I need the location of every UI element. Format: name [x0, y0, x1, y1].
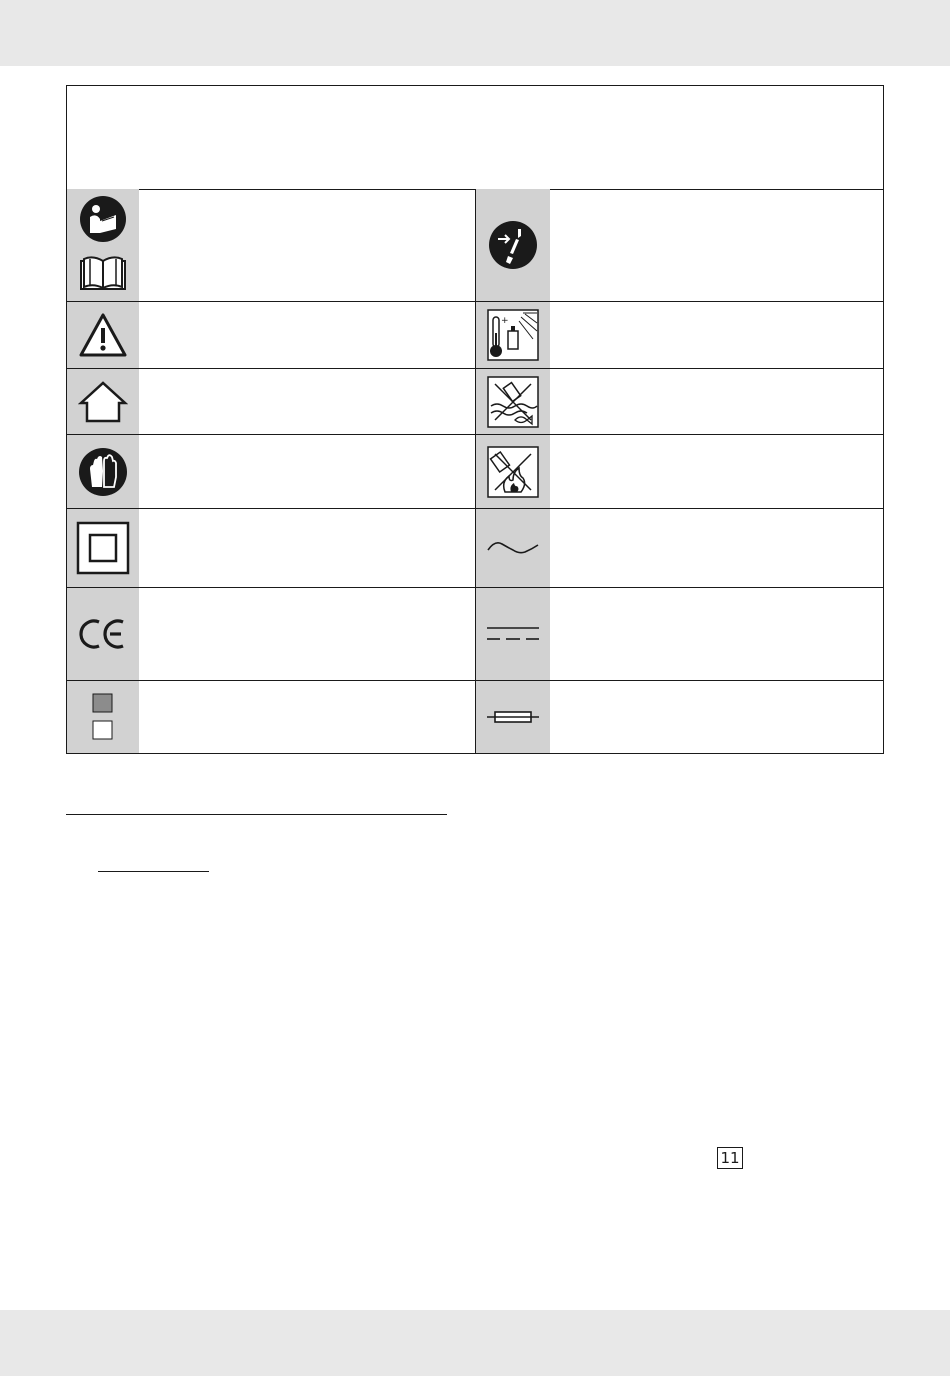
text-cell	[139, 302, 475, 368]
icon-cell	[475, 435, 550, 508]
symbol-legend-table	[66, 85, 884, 754]
text-cell	[550, 369, 883, 434]
text-cell	[550, 681, 883, 753]
svg-text:+: +	[501, 316, 509, 326]
icon-cell	[67, 435, 139, 508]
text-cell	[139, 509, 475, 587]
fuse-icon	[485, 709, 541, 725]
indoor-use-house-icon	[78, 380, 128, 424]
icon-cell	[67, 681, 139, 753]
icon-cell	[475, 369, 550, 434]
table-row	[67, 588, 883, 681]
icon-cell	[475, 189, 550, 301]
protection-class-ii-icon	[76, 521, 130, 575]
text-cell	[139, 681, 475, 753]
icon-cell	[67, 588, 139, 680]
icon-cell	[67, 509, 139, 587]
table-row	[67, 681, 883, 753]
icon-cell	[475, 509, 550, 587]
disconnect-plug-icon	[488, 220, 538, 270]
icon-cell	[67, 302, 139, 368]
read-manual-icon	[78, 195, 128, 295]
icon-cell	[475, 681, 550, 753]
wear-gloves-icon	[78, 447, 128, 497]
no-fire-icon	[487, 446, 539, 498]
text-cell	[550, 435, 883, 508]
table-header	[67, 86, 883, 190]
color-swatch-icon	[91, 692, 115, 742]
icon-cell	[475, 588, 550, 680]
text-cell	[550, 302, 883, 368]
reference-number-box: 11	[717, 1147, 743, 1169]
text-cell	[550, 588, 883, 680]
bottom-band	[0, 1310, 950, 1376]
icon-cell	[67, 369, 139, 434]
top-band	[0, 0, 950, 66]
icon-cell	[475, 302, 550, 368]
table-row	[67, 369, 883, 435]
direct-current-icon	[485, 625, 541, 643]
table-row	[67, 509, 883, 588]
table-row	[67, 435, 883, 509]
no-heat-sunlight-icon	[487, 309, 539, 361]
text-cell	[139, 435, 475, 508]
text-cell	[139, 588, 475, 680]
section-heading-underline	[66, 814, 447, 815]
table-row	[67, 189, 883, 302]
text-cell	[550, 509, 883, 587]
text-cell	[139, 369, 475, 434]
text-cell	[550, 189, 883, 301]
no-water-disposal-icon	[487, 376, 539, 428]
warning-triangle-icon	[78, 312, 128, 358]
text-cell	[139, 189, 475, 301]
subheading-underline	[98, 871, 209, 872]
table-row	[67, 302, 883, 369]
ce-mark-icon	[78, 617, 128, 651]
icon-cell	[67, 189, 139, 301]
alternating-current-icon	[485, 538, 541, 558]
